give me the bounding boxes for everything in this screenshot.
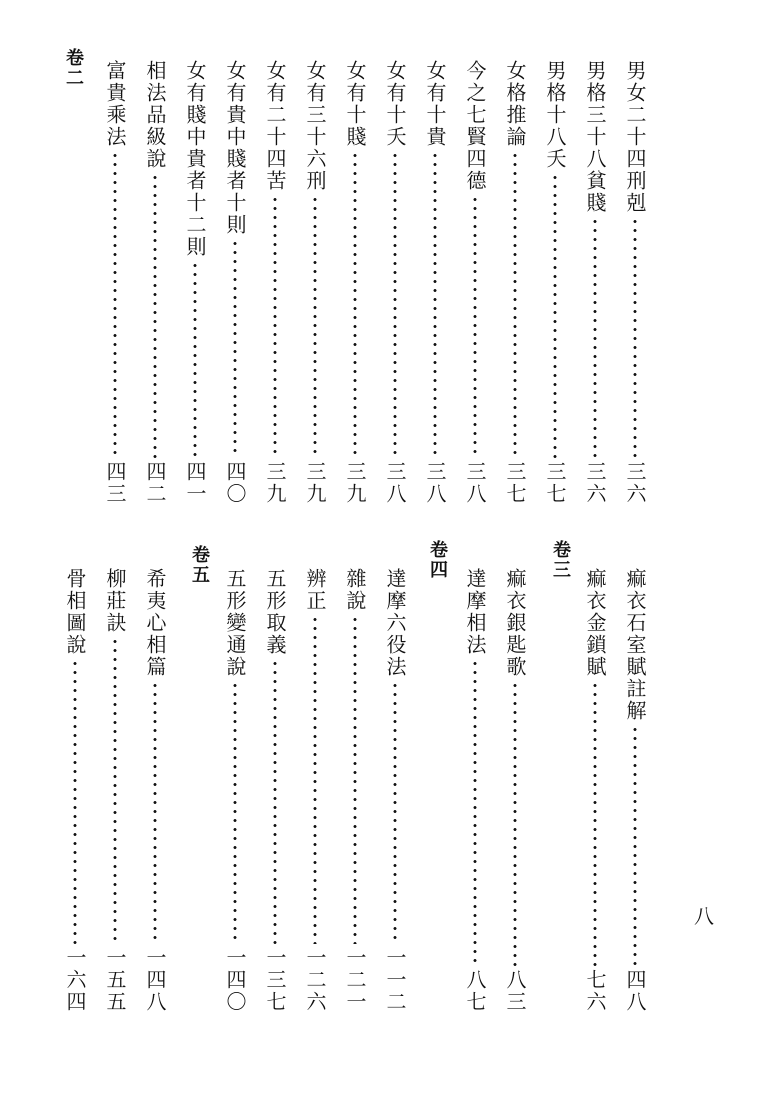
page-number: 八 bbox=[694, 904, 714, 928]
toc-entry[interactable] bbox=[420, 60, 450, 505]
dot-leader bbox=[193, 261, 197, 458]
entry-page: 一二六 bbox=[303, 947, 327, 1013]
dot-leader bbox=[233, 681, 237, 944]
toc-entry[interactable] bbox=[340, 568, 370, 1013]
entry-page: 三六 bbox=[583, 461, 607, 505]
entry-title: 相法品級說 bbox=[143, 60, 167, 170]
entry-title: 達摩六役法 bbox=[383, 568, 407, 678]
volume-heading bbox=[422, 540, 452, 580]
entry-page: 八三 bbox=[503, 969, 527, 1013]
dot-leader bbox=[593, 217, 597, 458]
entry-page: 四八 bbox=[623, 969, 647, 1013]
toc-entry[interactable] bbox=[620, 568, 650, 1013]
entry-title: 雜說 bbox=[343, 568, 367, 612]
entry-page: 三八 bbox=[423, 461, 447, 505]
toc-entry[interactable] bbox=[60, 568, 90, 1013]
entry-page: 一四〇 bbox=[223, 947, 247, 1013]
entry-title: 痲衣銀匙歌 bbox=[503, 568, 527, 678]
entry-title: 希夷心相篇 bbox=[143, 568, 167, 678]
volume-heading bbox=[58, 48, 88, 493]
toc-entry[interactable] bbox=[580, 568, 610, 1013]
toc-entry[interactable] bbox=[380, 568, 410, 1013]
entry-title: 辨正 bbox=[303, 568, 327, 612]
toc-entry[interactable] bbox=[260, 60, 290, 505]
entry-page: 一二一 bbox=[343, 947, 367, 1013]
entry-title: 女有二十四苦 bbox=[263, 60, 287, 192]
toc-entry[interactable] bbox=[460, 60, 490, 505]
toc-entry[interactable] bbox=[340, 60, 370, 505]
entry-page: 一六四 bbox=[63, 947, 87, 1013]
toc-entry[interactable] bbox=[500, 568, 530, 1013]
dot-leader bbox=[313, 615, 317, 944]
heading-text: 卷五 bbox=[189, 545, 210, 585]
toc-entry[interactable] bbox=[220, 568, 250, 1013]
toc-entry[interactable] bbox=[300, 568, 330, 1013]
toc-entry[interactable] bbox=[180, 60, 210, 505]
entry-page: 一一二 bbox=[383, 947, 407, 1013]
entry-page: 四〇 bbox=[223, 461, 247, 505]
entry-title: 男格三十八貧賤 bbox=[583, 60, 607, 214]
entry-title: 富貴乘法 bbox=[103, 60, 127, 148]
dot-leader bbox=[233, 239, 237, 458]
entry-title: 女有十賤 bbox=[343, 60, 367, 148]
dot-leader bbox=[73, 659, 77, 944]
dot-leader bbox=[353, 151, 357, 458]
entry-title: 女有賤中貴者十二則 bbox=[183, 60, 207, 258]
entry-page: 三九 bbox=[303, 461, 327, 505]
entry-title: 男女二十四刑剋 bbox=[623, 60, 647, 214]
entry-page: 一四八 bbox=[143, 947, 167, 1013]
heading-text: 卷三 bbox=[550, 540, 571, 580]
dot-leader bbox=[553, 173, 557, 458]
entry-title: 達摩相法 bbox=[463, 568, 487, 656]
entry-page: 三八 bbox=[383, 461, 407, 505]
heading-text: 卷二 bbox=[63, 48, 84, 88]
toc-entry[interactable] bbox=[620, 60, 650, 505]
entry-title: 痲衣石室賦註解 bbox=[623, 568, 647, 722]
entry-title: 五形變通說 bbox=[223, 568, 247, 678]
toc-entry[interactable] bbox=[260, 568, 290, 1013]
dot-leader bbox=[593, 681, 597, 966]
toc-entry[interactable] bbox=[220, 60, 250, 505]
entry-title: 骨相圖說 bbox=[63, 568, 87, 656]
toc-entry[interactable] bbox=[140, 568, 170, 1013]
toc-entry[interactable] bbox=[540, 60, 570, 505]
entry-title: 今之七賢四德 bbox=[463, 60, 487, 192]
toc-entry[interactable] bbox=[300, 60, 330, 505]
toc-entry[interactable] bbox=[100, 568, 130, 1013]
dot-leader bbox=[353, 615, 357, 944]
entry-title: 女有貴中賤者十則 bbox=[223, 60, 247, 236]
entry-page: 三八 bbox=[463, 461, 487, 505]
dot-leader bbox=[313, 195, 317, 458]
dot-leader bbox=[153, 681, 157, 944]
entry-page: 一五五 bbox=[103, 947, 127, 1013]
entry-page: 四二 bbox=[143, 461, 167, 505]
entry-title: 女格推論 bbox=[503, 60, 527, 148]
entry-page: 三九 bbox=[343, 461, 367, 505]
dot-leader bbox=[273, 659, 277, 944]
entry-page: 三六 bbox=[623, 461, 647, 505]
toc-entry[interactable] bbox=[100, 60, 130, 505]
entry-title: 痲衣金鎖賦 bbox=[583, 568, 607, 678]
dot-leader bbox=[473, 195, 477, 458]
dot-leader bbox=[153, 173, 157, 458]
dot-leader bbox=[513, 151, 517, 458]
toc-entry[interactable] bbox=[460, 568, 490, 1013]
entry-title: 男格十八夭 bbox=[543, 60, 567, 170]
toc-entry[interactable] bbox=[500, 60, 530, 505]
entry-title: 女有三十六刑 bbox=[303, 60, 327, 192]
volume-heading bbox=[545, 540, 575, 580]
dot-leader bbox=[433, 151, 437, 458]
entry-page: 一三七 bbox=[263, 947, 287, 1013]
heading-text: 卷四 bbox=[427, 540, 448, 580]
entry-title: 柳莊訣 bbox=[103, 568, 127, 634]
toc-entry[interactable] bbox=[380, 60, 410, 505]
dot-leader bbox=[633, 217, 637, 458]
dot-leader bbox=[113, 637, 117, 944]
toc-entry[interactable] bbox=[580, 60, 610, 505]
dot-leader bbox=[513, 681, 517, 966]
dot-leader bbox=[633, 725, 637, 966]
dot-leader bbox=[393, 681, 397, 944]
dot-leader bbox=[393, 151, 397, 458]
dot-leader bbox=[273, 195, 277, 458]
entry-title: 女有十貴 bbox=[423, 60, 447, 148]
volume-heading bbox=[184, 545, 214, 585]
entry-page: 七六 bbox=[583, 969, 607, 1013]
entry-title: 五形取義 bbox=[263, 568, 287, 656]
entry-page: 三七 bbox=[543, 461, 567, 505]
entry-page: 四三 bbox=[103, 461, 127, 505]
toc-entry[interactable] bbox=[140, 60, 170, 505]
entry-title: 女有十夭 bbox=[383, 60, 407, 148]
entry-page: 四一 bbox=[183, 461, 207, 505]
dot-leader bbox=[473, 659, 477, 966]
entry-page: 八七 bbox=[463, 969, 487, 1013]
entry-page: 三七 bbox=[503, 461, 527, 505]
entry-page: 三九 bbox=[263, 461, 287, 505]
dot-leader bbox=[113, 151, 117, 458]
